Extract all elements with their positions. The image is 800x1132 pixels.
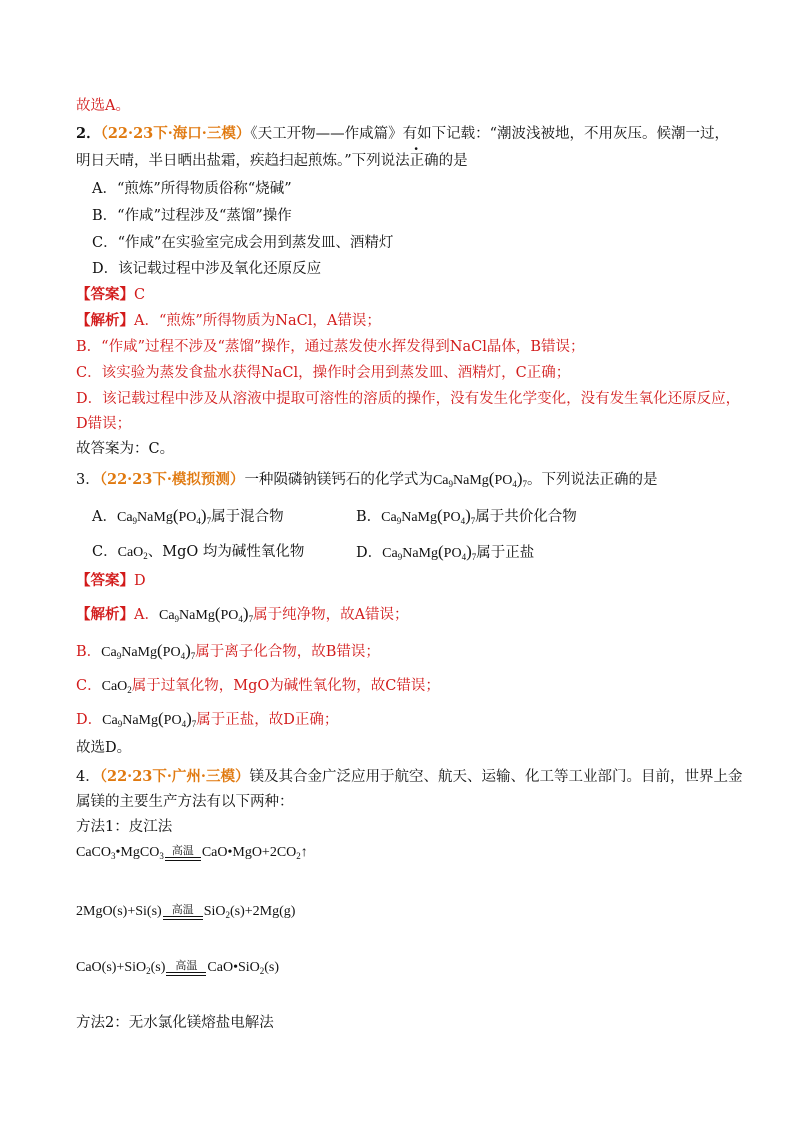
q2-option-c: C．“作咸”在实验室完成会用到蒸发皿、酒精灯 bbox=[92, 235, 394, 251]
q3-analysis-a: 【解析】A．$Ca_9NaMg(PO_4)_7$属于纯净物，故A错误； bbox=[76, 604, 409, 624]
q2-number: 2． bbox=[76, 125, 101, 142]
q3-stem-text: 一种陨磷钠镁钙石的化学式为 bbox=[244, 472, 433, 488]
q2-answer-label: 【答案】 bbox=[76, 286, 134, 303]
q3-conclusion: 故选D。 bbox=[76, 740, 132, 756]
q2-option-a: A．“煎炼”所得物质俗称“烧碱” bbox=[92, 181, 292, 197]
high-temp-condition: 高温 bbox=[166, 961, 206, 982]
q3-analysis-d: D．$Ca_9NaMg(PO_4)_7$属于正盐，故D正确； bbox=[76, 709, 339, 729]
q3-analysis-label: 【解析】 bbox=[76, 606, 134, 623]
q2-conclusion: 故答案为：C。 bbox=[76, 441, 175, 457]
q2-analysis-b: B．“作咸”过程不涉及“蒸馏”操作，通过蒸发使水挥发得到NaCl晶体，B错误； bbox=[76, 339, 585, 355]
q3-stem-end: 。下列说法正确的是 bbox=[527, 472, 658, 488]
q2-answer bbox=[76, 285, 145, 305]
q2-stem-text3: 确的是 bbox=[424, 153, 468, 169]
q4-stem-line2: 属镁的主要生产方法有以下两种： bbox=[76, 794, 294, 810]
q4-source: （22·23下·广州·三模） bbox=[99, 768, 250, 785]
q2-analysis-c: C．该实验为蒸发食盐水获得NaCl，操作时会用到蒸发皿、酒精灯，C正确； bbox=[76, 365, 571, 381]
q3-option-a: A．$Ca_9NaMg(PO_4)_7$属于混合物 bbox=[92, 506, 284, 526]
q3-answer-label: 【答案】 bbox=[76, 572, 134, 589]
q2-emphasis-char: 正 bbox=[409, 153, 425, 169]
q1-conclusion: 故选A。 bbox=[76, 98, 130, 114]
high-temp-condition: 高温 bbox=[163, 905, 203, 926]
q2-analysis-label: 【解析】 bbox=[76, 312, 134, 329]
q2-stem-line2 bbox=[76, 151, 468, 171]
q3-source: （22·23下·模拟预测） bbox=[99, 471, 245, 488]
q4-equation-3: CaO(s)+SiO$_2$(s) 高温 CaO•SiO$_2$(s) bbox=[76, 957, 279, 982]
q2-analysis-a-text: A．“煎炼”所得物质为NaCl，A错误； bbox=[134, 313, 381, 329]
q2-option-d: D．该记载过程中涉及氧化还原反应 bbox=[92, 261, 322, 277]
q4-stem-text1: 镁及其合金广泛应用于航空、航天、运输、化工等工业部门。目前，世界上金 bbox=[249, 769, 743, 785]
q3-formula: $Ca_9NaMg(PO_4)_7$ bbox=[432, 469, 528, 489]
q4-method2: 方法2：无水氯化镁熔盐电解法 bbox=[76, 1015, 274, 1031]
q3-option-c: C．CaO$_2$、MgO 均为碱性氧化物 bbox=[92, 544, 305, 561]
q2-analysis-d-cont: D错误； bbox=[76, 416, 132, 432]
q4-method1: 方法1：皮江法 bbox=[76, 819, 173, 835]
q3-stem bbox=[76, 469, 658, 494]
q4-equation-2: 2MgO(s)+Si(s) 高温 SiO$_2$(s)+2Mg(g) bbox=[76, 901, 295, 926]
q2-source: （22·23下·海口·三模） bbox=[100, 125, 251, 142]
q2-stem-line1 bbox=[76, 124, 729, 144]
q3-option-d: D．$Ca_9NaMg(PO_4)_7$属于正盐 bbox=[356, 542, 535, 562]
q3-analysis-b: B．$Ca_9NaMg(PO_4)_7$属于离子化合物，故B错误； bbox=[76, 641, 380, 661]
q2-analysis-a bbox=[76, 311, 381, 331]
q3-answer-value: D bbox=[134, 573, 146, 589]
gas-arrow-icon: ↑ bbox=[300, 845, 308, 860]
q3-answer bbox=[76, 571, 146, 591]
q3-option-b: B．$Ca_9NaMg(PO_4)_7$属于共价化合物 bbox=[356, 506, 577, 526]
q3-options-row1 bbox=[92, 506, 284, 531]
q4-stem-line1 bbox=[76, 767, 743, 787]
q2-option-b: B．“作咸”过程涉及“蒸馏”操作 bbox=[92, 208, 292, 224]
q2-stem-text2: 明日天晴，半日晒出盐霜，疾趋扫起煎炼。”下列说法 bbox=[76, 153, 410, 169]
q3-analysis-c: C．CaO$_2$属于过氧化物，MgO为碱性氧化物，故C错误； bbox=[76, 678, 440, 695]
q2-analysis-d: D．该记载过程中涉及从溶液中提取可溶性的溶质的操作，没有发生化学变化，没有发生氧化还原反应， bbox=[76, 391, 741, 407]
q4-equation-1: CaCO$_3$•MgCO$_3$ 高温 $CaO•MgO+2CO_2↑$ bbox=[76, 842, 308, 867]
q3-number: 3． bbox=[76, 472, 100, 488]
high-temp-condition: 高温 bbox=[165, 846, 201, 867]
q2-stem-text1: 《天工开物——作咸篇》有如下记载：“潮波浅被地，不用灰压。候潮一过， bbox=[250, 126, 730, 142]
q2-answer-value: C bbox=[134, 287, 146, 303]
q4-number: 4． bbox=[76, 769, 100, 785]
